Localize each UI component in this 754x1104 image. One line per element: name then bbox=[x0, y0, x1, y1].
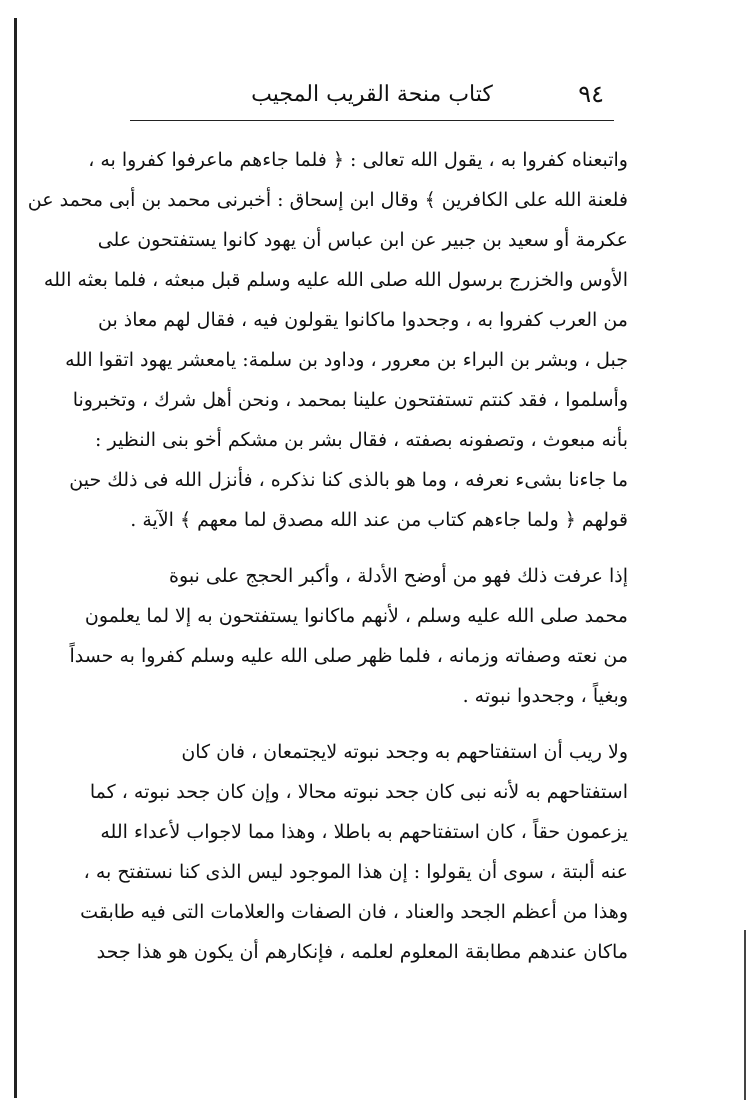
text-line: وهذا من أعظم الجحد والعناد ، فان الصفات والعلامات التى فيه طابقت bbox=[80, 901, 628, 923]
text-line: إذا عرفت ذلك فهو من أوضح الأدلة ، وأكبر الحجج على نبوة bbox=[169, 565, 628, 587]
text-line: ولا ريب أن استفتاحهم به وجحد نبوته لايجتمعان ، فان كان bbox=[181, 741, 628, 763]
paragraph bbox=[69, 556, 628, 716]
text-line: قولهم ﴿ ولما جاءهم كتاب من عند الله مصدق لما معهم ﴾ الآية . bbox=[130, 509, 628, 531]
text-line: واتبعناه كفروا به ، يقول الله تعالى : ﴿ فلما جاءهم ماعرفوا كفروا به ، bbox=[88, 149, 628, 171]
text-line: عكرمة أو سعيد بن جبير عن ابن عباس أن يهود كانوا يستفتحون على bbox=[97, 229, 628, 251]
text-line: محمد صلى الله عليه وسلم ، لأنهم ماكانوا يستفتحون به إلا لما يعلمون bbox=[84, 605, 628, 627]
text-line: ماكان عندهم مطابقة المعلوم لعلمه ، فإنكارهم أن يكون هو هذا جحد bbox=[96, 941, 628, 963]
text-line: الأوس والخزرج برسول الله صلى الله عليه وسلم قبل مبعثه ، فلما بعثه الله bbox=[43, 269, 628, 291]
text-line: عنه ألبتة ، سوى أن يقولوا : إن هذا الموجود ليس الذى كنا نستفتح به ، bbox=[83, 861, 628, 883]
page-number: ٩٤ bbox=[578, 80, 604, 108]
text-line: من نعته وصفاته وزمانه ، فلما ظهر صلى الله عليه وسلم كفروا به حسداً bbox=[69, 645, 628, 667]
text-line: فلعنة الله على الكافرين ﴾ وقال ابن إسحاق : أخبرنى محمد بن أبى محمد عن bbox=[27, 189, 628, 211]
text-line: استفتاحهم به لأنه نبى كان جحد نبوته محالا ، وإن كان جحد نبوته ، كما bbox=[89, 781, 628, 803]
paragraph-gap bbox=[114, 716, 628, 732]
text-line: من العرب كفروا به ، وجحدوا ماكانوا يقولون فيه ، فقال لهم معاذ بن bbox=[98, 309, 628, 331]
page-header bbox=[130, 76, 614, 120]
text-line: وأسلموا ، فقد كنتم تستفتحون علينا بمحمد ، ونحن أهل شرك ، وتخبرونا bbox=[72, 389, 628, 411]
body-text bbox=[27, 140, 628, 972]
text-line: بأنه مبعوث ، وتصفونه بصفته ، فقال بشر بن مشكم أخو بنى النظير : bbox=[95, 429, 628, 451]
header-rule bbox=[130, 120, 614, 121]
page-binding-edge bbox=[14, 18, 17, 1098]
text-line: يزعمون حقاً ، كان استفتاحهم به باطلا ، وهذا مما لاجواب لأعداء الله bbox=[100, 821, 628, 843]
paragraph bbox=[80, 732, 628, 972]
page-scan-edge bbox=[744, 930, 746, 1100]
text-line: ما جاءنا بشىء نعرفه ، وما هو بالذى كنا نذكره ، فأنزل الله فى ذلك حين bbox=[69, 469, 628, 491]
running-title: كتاب منحة القريب المجيب bbox=[251, 82, 493, 107]
text-line: وبغياً ، وجحدوا نبوته . bbox=[462, 685, 628, 707]
text-line: جبل ، وبشر بن البراء بن معرور ، وداود بن سلمة: يامعشر يهود اتقوا الله bbox=[65, 349, 628, 371]
paragraph-gap bbox=[114, 540, 628, 556]
paragraph bbox=[27, 140, 628, 540]
